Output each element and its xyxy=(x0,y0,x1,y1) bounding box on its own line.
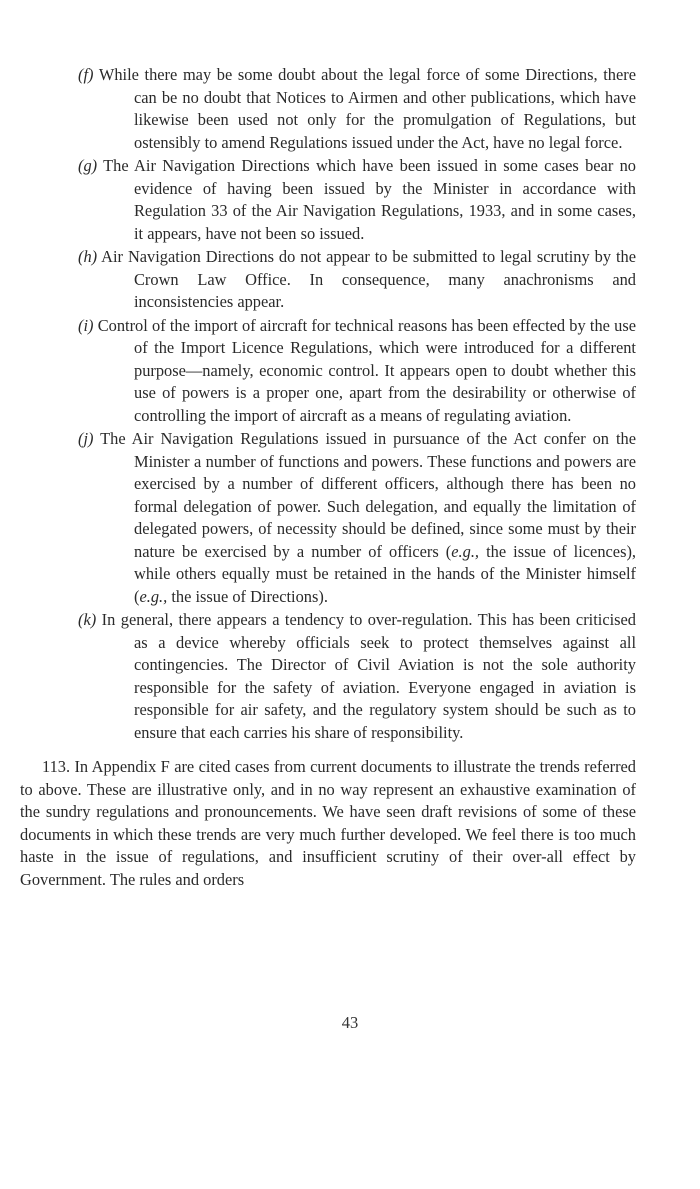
list-item-i xyxy=(20,315,636,428)
item-label: (h) xyxy=(78,247,98,266)
list-item-j xyxy=(20,428,636,608)
item-label: (j) xyxy=(78,429,94,448)
paragraph-113: 113. In Appendix F are cited cases from current documents to illustrate the trends referred to above. These are illustrative only, and in no way represent an exhaustive examination of the sundry regulations and pronouncements. We have seen draft revisions of some of these documents in which these trends are very much further developed. We feel there is too much haste in the issue of regulations, and insufficient scrutiny of their over-all effect by Government. The rules and orders xyxy=(20,757,636,889)
list-item-k xyxy=(20,609,636,744)
item-text: While there may be some doubt about the legal force of some Directions, there can be no doubt that Notices to Airmen and other publications, which have likewise been used not only for the promulgation of Regulations, but ostensibly to amend Regulations issued under the Act, have no legal force. xyxy=(98,65,636,152)
item-text-part-c: the issue of Directions). xyxy=(167,586,328,606)
item-label: (i) xyxy=(78,315,94,335)
item-label: (f) xyxy=(78,65,94,84)
item-text-eg-1: e.g., xyxy=(451,541,480,561)
page-number: 43 xyxy=(341,1013,359,1032)
item-text: Control of the import of aircraft for technical reasons has been effected by the use of the Import Licence Regulations, which were introduced for a different purpose—namely, economic control. It appears open to doubt whether this use of powers is a proper one, apart from the desirability or otherwise of controlling the import of aircraft as a means of regulating aviation. xyxy=(97,315,636,425)
list-item-h xyxy=(20,246,636,314)
list-item-f xyxy=(20,64,636,154)
item-text: The Air Navigation Directions which have been issued in some cases bear no evidence of having been issued by the Minister in accordance with Regulation 33 of the Air Navigation Regulations, 1933, and in some cases, it appears, have not been so issued. xyxy=(103,156,636,243)
item-label: (k) xyxy=(78,610,97,629)
item-text-part-a: The Air Navigation Regulations issued in pursuance of the Act confer on the Minister a number of functions and powers. These functions and powers are exercised by a number of different officers, although there has been no formal delegation of power. Such delegation, and equally the limitation of delegated powers, of necessity should be defined, since some must by their nature be exercised by a number of officers ( xyxy=(100,429,636,561)
item-text: In general, there appears a tendency to over-regulation. This has been criticised as a device whereby officials seek to protect themselves against all contingencies. The Director of Civil Aviation is not the sole authority responsible for the safety of aviation. Everyone engaged in aviation is responsible for air safety, and the regulatory system should be such as to ensure that each carries his share of responsibility. xyxy=(101,610,636,742)
document-body xyxy=(20,64,636,891)
item-text-part-b: the issue of licences), while others equally must be retained in the hands of the Minister himself ( xyxy=(134,541,637,606)
item-label: (g) xyxy=(78,156,98,175)
list-item-g xyxy=(20,155,636,245)
item-text: Air Navigation Directions do not appear to be submitted to legal scrutiny by the Crown Law Office. In consequence, many anachronisms and inconsistencies appear. xyxy=(101,247,636,311)
item-text-eg-2: e.g., xyxy=(139,586,168,606)
